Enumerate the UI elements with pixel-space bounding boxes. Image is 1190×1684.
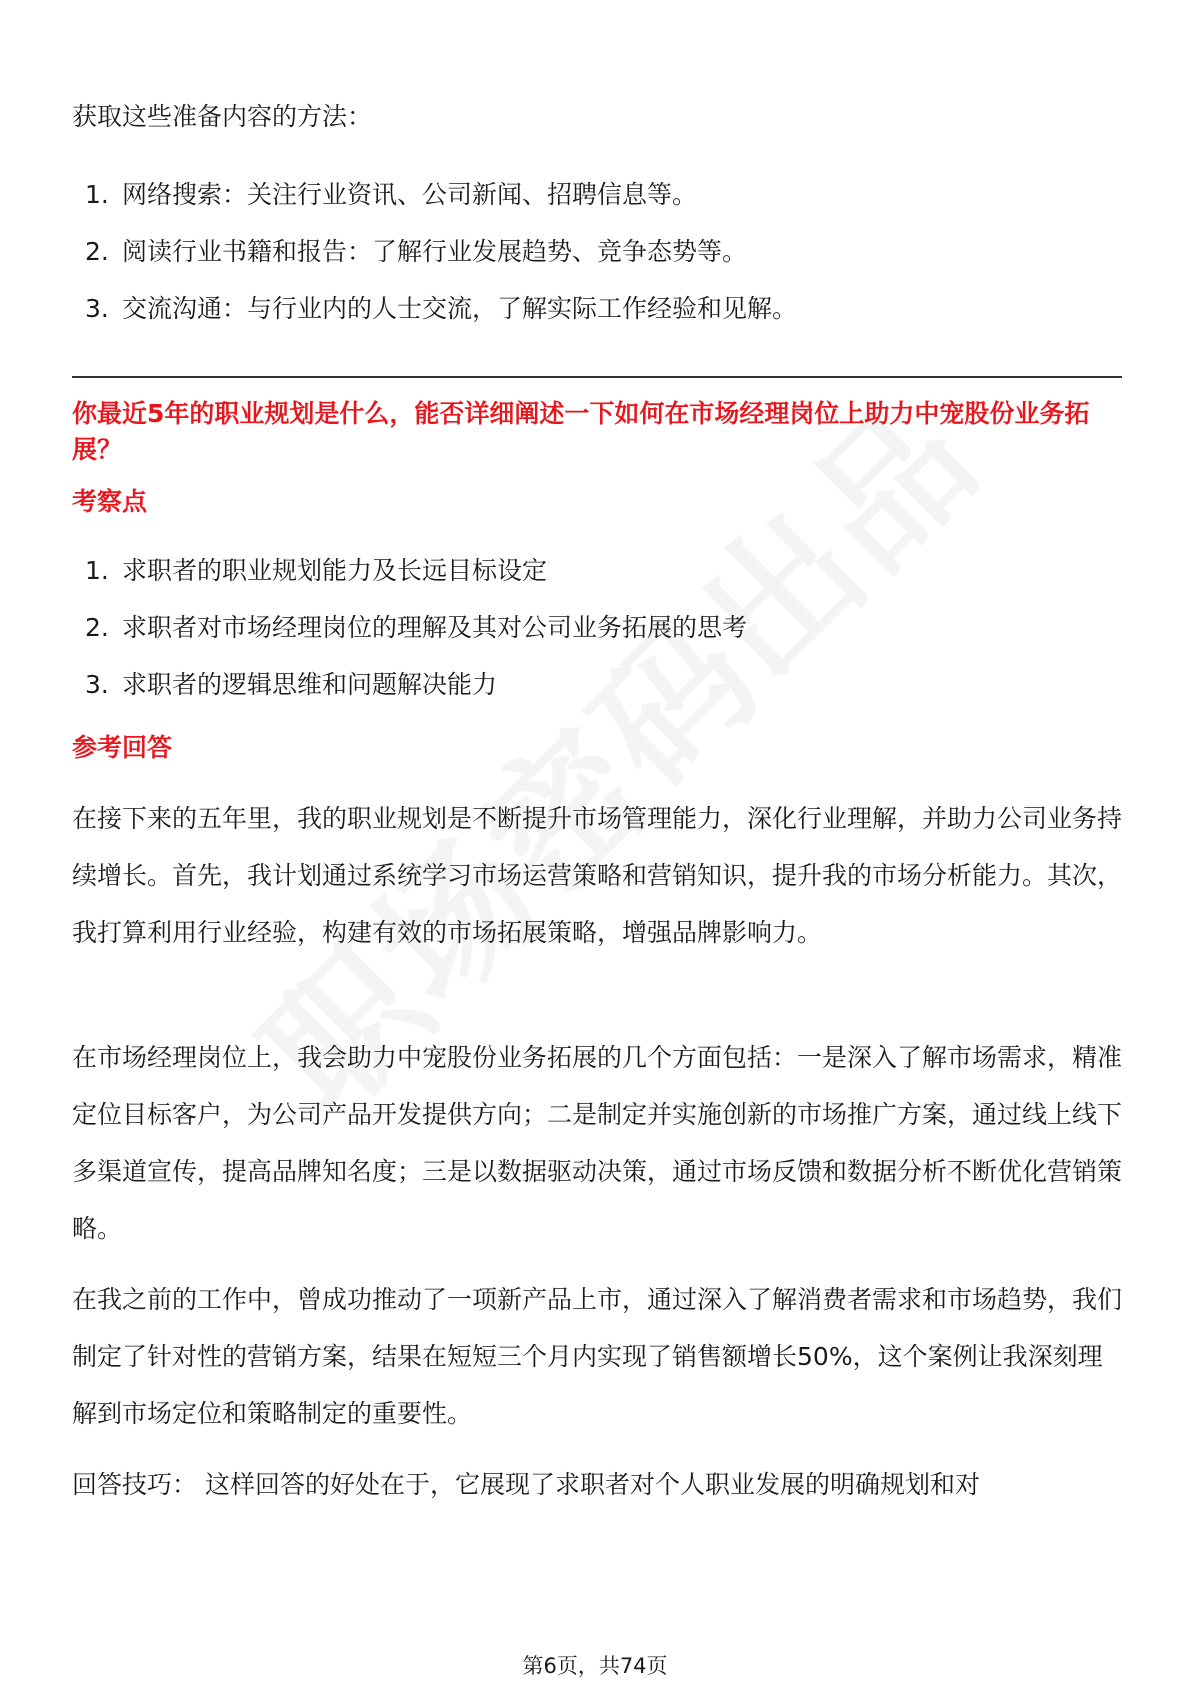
list-item: [72, 166, 1122, 223]
answer-heading: 参考回答: [72, 733, 173, 762]
answer-paragraph: 在我之前的工作中，曾成功推动了一项新产品上市，通过深入了解消费者需求和市场趋势，我们制定了针对性的营销方案，结果在短短三个月内实现了销售额增长50%，这个案例让我深刻理解到市场定位和策略制定的重要性。: [72, 1285, 1123, 1428]
list-text: 求职者的职业规划能力及长远目标设定: [122, 556, 548, 585]
list-item: [72, 542, 1122, 599]
list-text: 阅读行业书籍和报告：了解行业发展趋势、竞争态势等。: [122, 237, 748, 266]
focus-list: [72, 542, 1122, 713]
list-number: 3.: [85, 294, 109, 323]
methods-intro: 获取这些准备内容的方法：: [72, 102, 373, 131]
answer-tip: 回答技巧： 这样回答的好处在于，它展现了求职者对个人职业发展的明确规划和对: [72, 1470, 980, 1499]
list-text: 求职者对市场经理岗位的理解及其对公司业务拓展的思考: [122, 613, 748, 642]
methods-list: [72, 166, 1122, 337]
list-number: 1.: [85, 180, 109, 209]
list-number: 1.: [85, 556, 109, 585]
list-number: 3.: [85, 670, 109, 699]
list-number: 2.: [85, 613, 109, 642]
section-divider: [72, 376, 1122, 378]
question-title: 你最近5年的职业规划是什么，能否详细阐述一下如何在市场经理岗位上助力中宠股份业务拓展？: [72, 399, 1090, 464]
list-item: [72, 280, 1122, 337]
list-text: 网络搜索：关注行业资讯、公司新闻、招聘信息等。: [122, 180, 698, 209]
answer-paragraph: 在市场经理岗位上，我会助力中宠股份业务拓展的几个方面包括：一是深入了解市场需求，精准定位目标客户，为公司产品开发提供方向；二是制定并实施创新的市场推广方案，通过线上线下多渠道宣传，提高品牌知名度；三是以数据驱动决策，通过市场反馈和数据分析不断优化营销策略。: [72, 1043, 1123, 1243]
list-item: [72, 656, 1122, 713]
page-footer: 第6页，共74页: [522, 1654, 668, 1678]
list-text: 交流沟通：与行业内的人士交流，了解实际工作经验和见解。: [122, 294, 798, 323]
list-number: 2.: [85, 237, 109, 266]
answer-paragraph: 在接下来的五年里，我的职业规划是不断提升市场管理能力，深化行业理解，并助力公司业务持续增长。首先，我计划通过系统学习市场运营策略和营销知识，提升我的市场分析能力。其次，我打算利用行业经验，构建有效的市场拓展策略，增强品牌影响力。: [72, 804, 1123, 947]
list-item: [72, 223, 1122, 280]
list-item: [72, 599, 1122, 656]
list-text: 求职者的逻辑思维和问题解决能力: [122, 670, 498, 699]
focus-heading: 考察点: [72, 487, 148, 516]
